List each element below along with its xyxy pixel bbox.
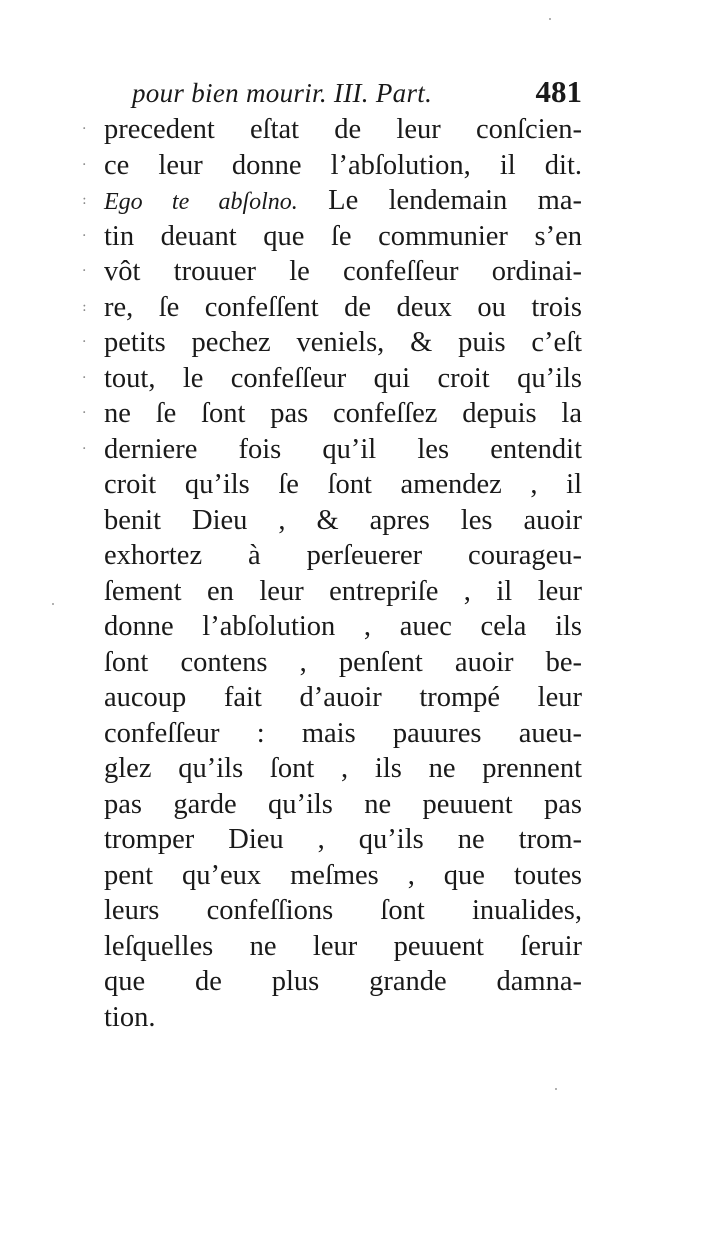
text-line [104,503,582,539]
text-line [104,645,582,681]
text-line [104,148,582,184]
gutter-mark: : [82,298,87,315]
text-line [104,609,582,645]
text-line [104,964,582,1000]
paper-speck [555,1088,557,1090]
gutter-mark: · [82,334,87,350]
paper-speck [52,603,54,605]
latin-phrase: Ego te abſolno. [104,189,298,215]
line-text: croit qu’ils ſe ſont amendez , il [104,469,582,500]
text-line [104,538,582,574]
gutter-mark: · [82,121,87,137]
gutter-marks [82,112,102,467]
line-text: aucoup fait d’auoir trompé leur [104,682,582,713]
running-head [132,72,582,116]
line-text: confeſſeur : mais pauures aueu- [104,717,582,749]
line-text: donne l’abſolution , auec cela ils [104,611,582,642]
line-text: tromper Dieu , qu’ils ne trom- [104,824,582,855]
line-text: que de plus grande damna- [104,966,582,997]
line-text: re, ſe confeſſent de deux ou trois [104,291,582,323]
text-line [104,574,582,610]
text-line [104,325,582,361]
text-line [104,787,582,823]
text-line [104,432,582,468]
line-text: tin deuant que ſe communier s’en [104,220,582,252]
text-line [104,361,582,397]
line-text: leurs confeſſions ſont inualides, [104,895,582,926]
running-title: pour bien mourir. III. Part. [132,78,433,108]
line-text: ſont contens , penſent auoir be- [104,646,582,678]
paper-speck [549,18,551,20]
line-text: ne ſe ſont pas confeſſez depuis la [104,398,582,429]
gutter-mark: · [82,440,87,457]
line-text: derniere fois qu’il les entendit [104,433,582,465]
text-line [104,290,582,326]
line-text: pent qu’eux meſmes , que toutes [104,859,582,891]
line-text: tout, le confeſſeur qui croit qu’ils [104,362,582,394]
line-text: precedent eſtat de leur conſcien- [104,114,582,145]
line-text: leſquelles ne leur peuuent ſeruir [104,930,582,962]
line-text: glez qu’ils ſont , ils ne prennent [104,753,582,784]
text-line [104,822,582,858]
gutter-mark: · [82,369,87,386]
text-line [104,112,582,148]
gutter-mark: · [82,156,87,173]
text-line [104,254,582,290]
line-text: ce leur donne l’abſolution, il dit. [104,149,582,181]
text-line [104,183,582,219]
line-text: Le lendemain ma- [297,185,582,216]
body-text [104,112,582,1035]
text-line [104,893,582,929]
text-line [104,1000,582,1036]
line-text: benit Dieu , & apres les auoir [104,504,582,536]
text-line [104,751,582,787]
gutter-mark: : [82,192,87,208]
text-line [104,716,582,752]
line-text: petits pechez veniels, & puis c’eſt [104,327,582,358]
line-text: vôt trouuer le confeſſeur ordinai- [104,256,582,287]
text-line [104,219,582,255]
text-line [104,467,582,503]
text-line [104,680,582,716]
text-line [104,858,582,894]
line-text: ſement en leur entrepriſe , il leur [104,575,582,607]
gutter-mark: · [82,263,87,279]
line-text: tion. [104,1001,156,1033]
gutter-mark: · [82,227,87,244]
gutter-mark: · [82,405,87,421]
text-line [104,929,582,965]
line-text: pas garde qu’ils ne peuuent pas [104,788,582,820]
line-text: exhortez à perſeuerer courageu- [104,540,582,571]
page-number: 481 [535,74,582,109]
text-line [104,396,582,432]
